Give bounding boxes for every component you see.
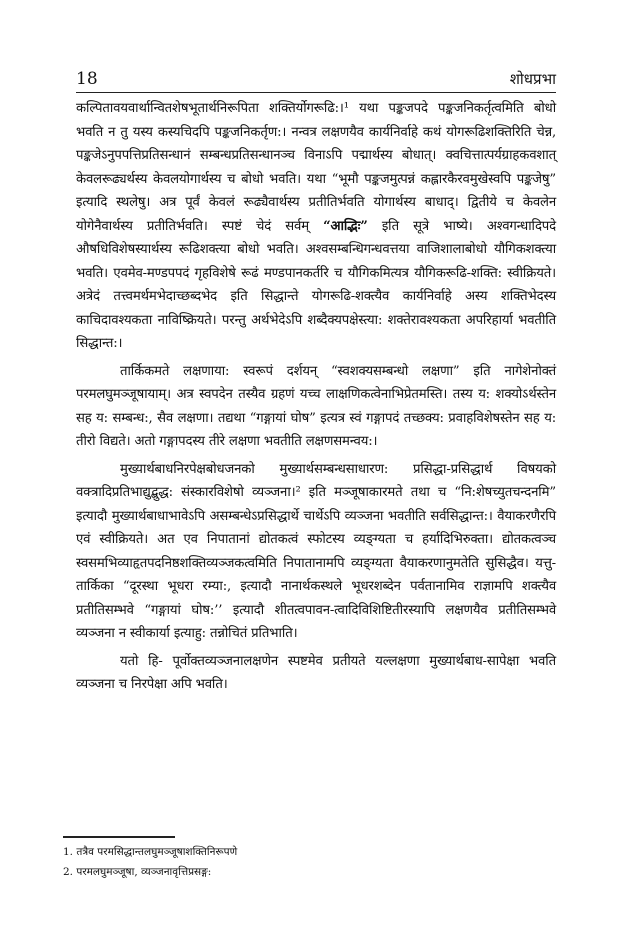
sutra-term: “आद्भिः” <box>323 218 368 234</box>
page-number: 18 <box>76 69 98 89</box>
paragraph-2: तार्किकमते लक्षणाया: स्वरूपं दर्शयन् “स्वशक्यसम्बन्धो लक्षणा” इति नागेशेनोक्तं परमलघुमञ्जूषायाम्। अत्र स्वपदेन तस्यैव ग्रहणं यच्च लाक्षणिकत्वेनाभिप्रेतमस्ति। तस्य य: शक्योऽर्थस्तेन सह य: सम्बन्ध:, सैव लक्षणा। तद्यथा “गङ्गायां घोष” इत्यत्र स्वं गङ्गापदं तच्छक्य: प्रवाहविशेषस्तेन सह य: तीरो विद्यते। अतो गङ्गापदस्य तीरे लक्षणा भवतीति लक्षणसमन्वय:। <box>76 363 556 449</box>
footnotes <box>63 842 543 882</box>
paragraph-4: यतो हि- पूर्वोक्तव्यञ्जनालक्षणेन स्पष्टमेव प्रतीयते यल्लक्षणा मुख्यार्थबाध-सापेक्षा भवति व्यञ्जना च निरपेक्षा अपि भवति। <box>76 653 556 692</box>
header-rule <box>76 92 556 93</box>
body-text <box>76 97 556 697</box>
footnote-2: 2. परमलघुमञ्जूषा, व्यञ्जनावृत्तिप्रसङ्ग: <box>63 866 212 878</box>
footnote-rule <box>63 836 175 838</box>
running-title: शोधप्रभा <box>509 70 556 88</box>
footnote-1: 1. तत्रैव परमसिद्धान्तलघुमञ्जूषाशक्तिनिरूपणे <box>63 846 238 858</box>
paragraph-1: कल्पितावयवार्थान्वितशेषभूतार्थनिरूपिता शक्तिर्योगरूढि:।¹ यथा पङ्कजपदे पङ्कजनिकर्तृत्वमिति बोधो भवति न तु यस्य कस्यचिदपि पङ्कजनिकर्तृण:। नन्वत्र लक्षणयैव कार्यनिर्वाहे कथं योगरूढिशक्तिरिति चेन्न, पङ्कजेऽनुपपत्तिप्रतिसन्धानं सम्बन्धप्रतिसन्धानञ्च विनाऽपि पद्मार्थस्य बोधात्। क्वचित्तात्पर्यग्राहकवशात् केवलरूढ्यर्थस्य केवलयोगार्थस्य च बोधो भवति। यथा “भूमौ पङ्कजमुत्पन्नं कह्लारकैरवमुखेस्वपि पङ्कजेषु” इत्यादि स्थलेषु। अत्र पूर्वं केवलं रूढ्यैवार्थस्य प्रतीतिर्भवति योगार्थस्य बाधाद्। द्वितीये च केवलेन योगेनैवार्थस्य प्रतीतिर्भवति। स्पष्टं चेदं सर्वम् “आद्भिः” इति सूत्रे भाष्ये। अश्वगन्धादिपदे औषधिविशेषस्यार्थस्य रूढिशक्त्या बोधो भवति। अश्वसम्बन्धिगन्धवत्तया वाजिशालाबोधो यौगिकशक्त्या भवति। एवमेव-मण्डपपदं गृहविशेषे रूढं मण्डपानकर्तरि च यौगिकमित्यत्र यौगिकरूढि-शक्ति: स्वीक्रियते। अत्रेदं तत्त्वमर्थमभेदाच्छब्दभेद इति सिद्धान्ते योगरूढि-शक्त्यैव कार्यनिर्वाहे अस्य शक्तिभेदस्य काचिदावश्यकता नाविष्क्रियते। परन्तु अर्थभेदेऽपि शब्दैक्यपक्षेस्त्या: शक्तेरावश्यकता अपरिहार्या भवतीति सिद्धान्त:। <box>76 101 557 351</box>
page-header <box>76 69 556 93</box>
paragraph-3: मुख्यार्थबाधनिरपेक्षबोधजनको मुख्यार्थसम्बन्धसाधारण: प्रसिद्धा-प्रसिद्धार्थ विषयको वक्त्रादिप्रतिभाद्युद्बुद्ध: संस्कारविशेषो व्यञ्जना।² इति मञ्जूषाकारमते तथा च “नि:शेषच्युतचन्दनमि” इत्यादौ मुख्यार्थबाधाभावेऽपि असम्बन्धेऽप्रसिद्धार्थे चार्थेऽपि व्यञ्जना भवतीति सर्वसिद्धान्त:। वैयाकरणैरपि एवं स्वीक्रियते। अत एव निपातानां द्योतकत्वं स्फोटस्य व्यङ्ग्यता च हर्यादिभिरुक्ता। द्योतकत्वञ्च स्वसमभिव्याहृतपदनिष्ठशक्तिव्यञ्जकत्वमिति निपातानामपि व्यङ्ग्यता वैयाकरणानुमतेति सुसिद्धैव। यत्तु-तार्किका “दूरस्था भूधरा रम्या:, इत्यादौ नानार्थकस्थले भूधरशब्देन पर्वतानामिव राज्ञामपि शक्त्यैव प्रतीतिसम्भवे “गङ्गायां घोष:’’ इत्यादौ शीतत्वपावन-त्वादिविशिष्टितीरस्यापि लक्षणयैव प्रतीतिसम्भवे व्यञ्जना न स्वीकार्या इत्याहु: तन्नोचितं प्रतिभाति। <box>76 461 556 641</box>
